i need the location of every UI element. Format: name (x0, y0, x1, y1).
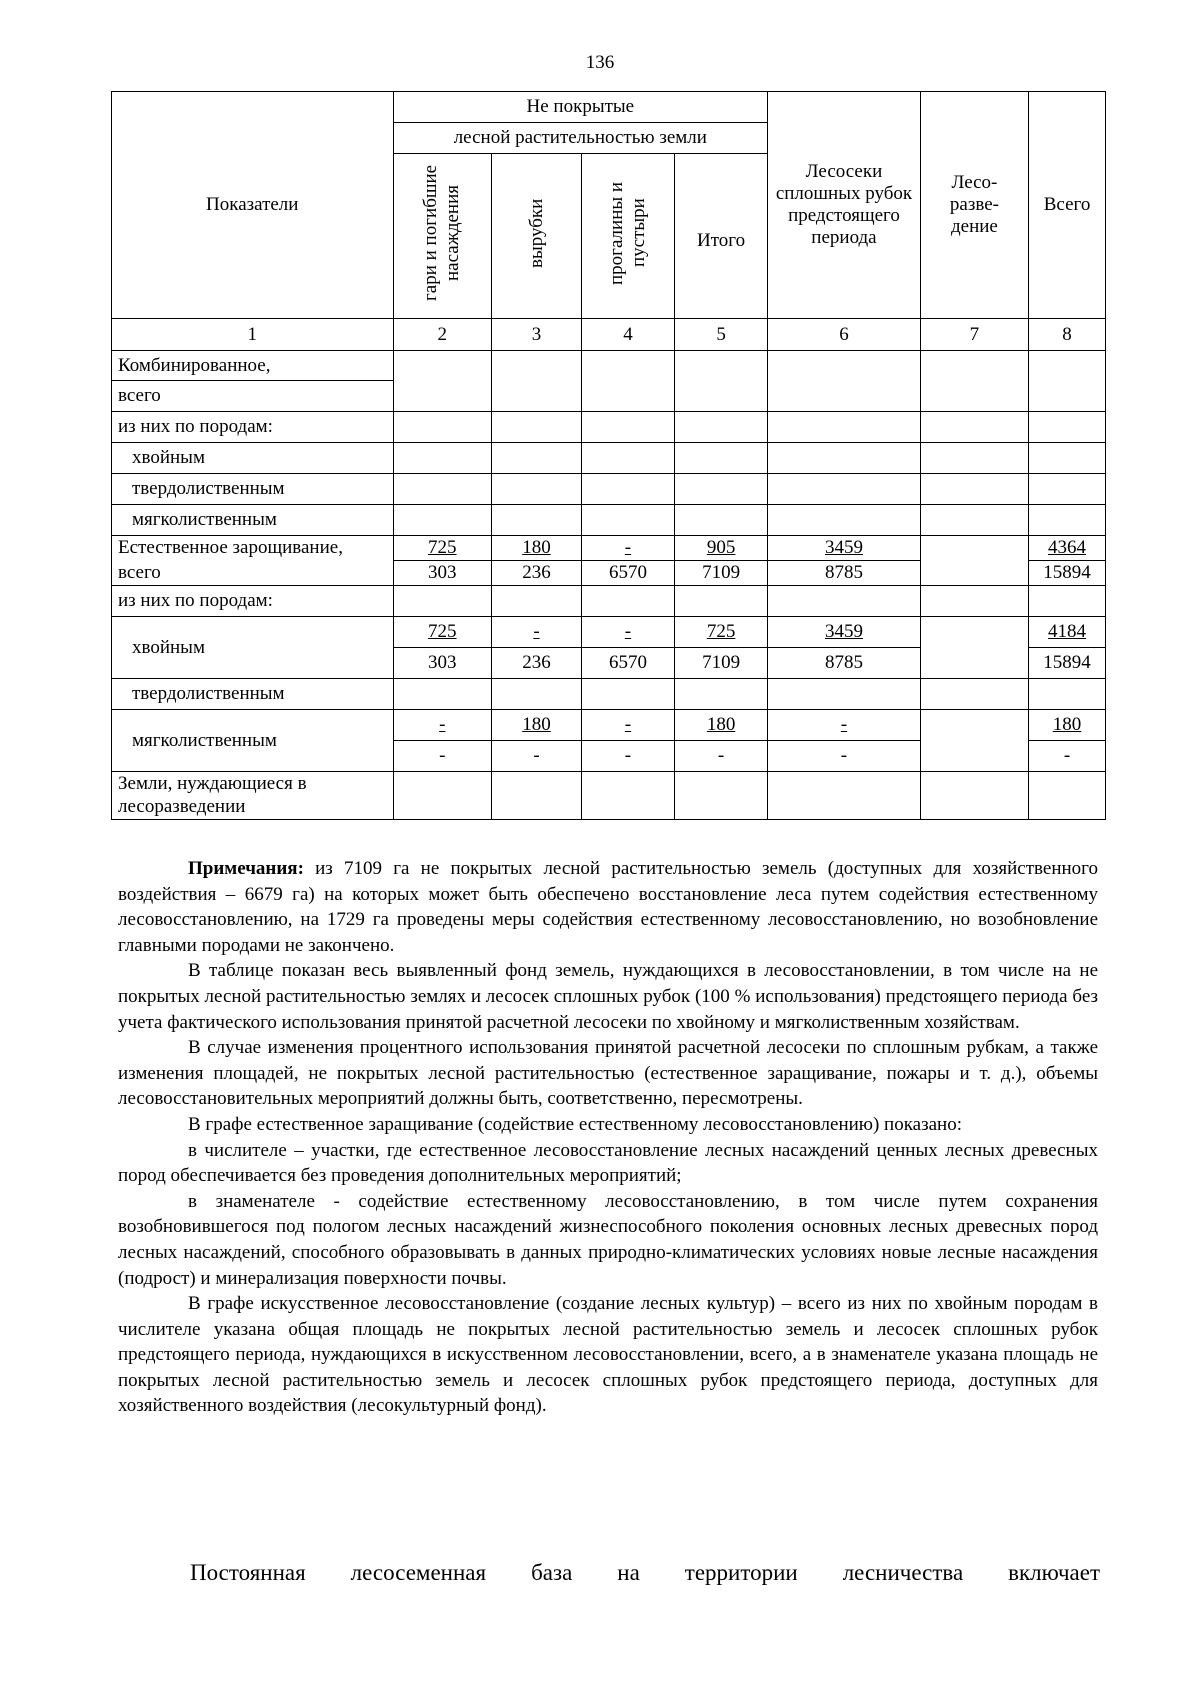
softwood-den-cell: - (492, 741, 582, 772)
note-paragraph: в числителе – участки, где естественное лесовосстановление лесных насаждений ценных лесных древесных пород обеспечивается без проведения дополнительных мероприятий; (118, 1139, 1098, 1187)
notes-section (118, 856, 1098, 1419)
natural-den-cell: 303 (393, 561, 492, 586)
natural-num-cell: 725 (393, 536, 492, 561)
coniferous-num-cell: 725 (393, 617, 492, 648)
note-paragraph: В графе искусственное лесовосстановление (создание лесных культур) – всего из них по хвойным породам в числителе указана общая площадь не покрытых лесной растительностью земель и лесосек сплошных рубок предстоящего периода, нуждающихся в искусственном лесовосстановлении, всего, а в знаменателе указана площадь не покрытых лесной растительностью земель и лесосек сплошных рубок предстоящего периода, доступных для хозяйственного воздействия (лесокультурный фонд). (118, 1293, 1098, 1417)
natural-num-cell: 3459 (768, 536, 921, 561)
natural-den-cell: 15894 (1029, 561, 1106, 586)
softwood-num-cell: 180 (492, 710, 582, 741)
coniferous-den-cell: 8785 (768, 648, 921, 679)
softwood-num-cell: - (393, 710, 492, 741)
header-not-covered-line2: лесной растительностью земли (393, 123, 768, 154)
row-softwood: мягколиственным (112, 505, 394, 536)
row-hardwood: твердолиственным (112, 474, 394, 505)
note-paragraph: В случае изменения процентного использования принятой расчетной лесосеки по сплошным рубкам, а также изменения площадей, не покрытых лесной растительностью (естественное заращивание, пожары и т. д.), объемы лесовосстановительных мероприятий должны быть, соответственно, пересмотрены. (118, 1037, 1098, 1110)
softwood-den-cell: - (1029, 741, 1106, 772)
natural-den-cell: 8785 (768, 561, 921, 586)
natural-den-cell: 236 (492, 561, 582, 586)
notes-label: Примечания: (188, 858, 304, 879)
softwood-num-cell (920, 710, 1028, 772)
coniferous-num-cell (920, 617, 1028, 679)
softwood-num-cell: 180 (1029, 710, 1106, 741)
coniferous-num-cell: 3459 (768, 617, 921, 648)
final-paragraph: Постоянная лесосеменная база на территории лесничества включает (190, 1560, 1100, 1585)
col-number: 5 (675, 319, 768, 351)
row-natural-total: всего (112, 561, 394, 586)
header-cutting-areas: Лесосеки сплошных рубок предстоящего периода (768, 92, 921, 319)
coniferous-num-cell: - (492, 617, 582, 648)
natural-den-cell: 6570 (581, 561, 674, 586)
note-paragraph: из 7109 га не покрытых лесной растительностью земель (доступных для хозяйственного воздействия – 6679 га) на которых может быть обеспечено восстановление леса путем содействия естественному лесовосстановлению, на 1729 га проведены меры содействия естественному лесовосстановлению, но возобновление главными породами не закончено. (118, 858, 1098, 956)
header-clearings: вырубки (525, 198, 547, 268)
coniferous-den-cell: 6570 (581, 648, 674, 679)
col-number: 6 (768, 319, 921, 351)
softwood-num-cell: - (581, 710, 674, 741)
row-softwood-natural: мягколиственным (112, 710, 394, 772)
header-clearings-cell (492, 154, 582, 319)
col-number: 2 (393, 319, 492, 351)
row-of-them-species: из них по породам: (112, 412, 394, 443)
softwood-den-cell: - (768, 741, 921, 772)
header-afforestation: Лесо-разве-дение (920, 92, 1028, 319)
header-burnt-cell (393, 154, 492, 319)
col-number: 4 (581, 319, 674, 351)
row-lands-afforestation: Земли, нуждающиеся в (112, 772, 394, 796)
row-coniferous: хвойным (112, 443, 394, 474)
natural-num-cell: 180 (492, 536, 582, 561)
col-number: 8 (1029, 319, 1106, 351)
coniferous-den-cell: 303 (393, 648, 492, 679)
coniferous-den-cell: 7109 (675, 648, 768, 679)
softwood-num-cell: - (768, 710, 921, 741)
coniferous-num-cell: 4184 (1029, 617, 1106, 648)
row-natural-label: Естественное зарощивание, (112, 536, 394, 561)
natural-num-cell: - (581, 536, 674, 561)
reforestation-table (111, 91, 1106, 820)
header-not-covered-line1: Не покрытые (393, 92, 768, 123)
col-number: 3 (492, 319, 582, 351)
note-paragraph: В графе естественное заращивание (содействие естественному лесовосстановлению) показано: (188, 1113, 962, 1135)
natural-num-cell (920, 536, 1028, 586)
natural-num-cell: 905 (675, 536, 768, 561)
row-hardwood-natural: твердолиственным (112, 679, 394, 710)
row-combined-label: Комбинированное, (112, 351, 394, 381)
page-number: 136 (585, 52, 615, 73)
softwood-den-cell: - (675, 741, 768, 772)
note-paragraph: В таблице показан весь выявленный фонд земель, нуждающихся в лесовосстановлении, в том числе на не покрытых лесной растительностью землях и лесосек сплошных рубок (100 % использования) предстоящего периода без учета фактического использования принятой расчетной лесосеки по хвойному и мягколиственным хозяйствам. (118, 960, 1098, 1033)
coniferous-den-cell: 236 (492, 648, 582, 679)
row-lands-afforestation-2: лесоразведении (112, 796, 394, 820)
header-glades: прогалины и пустыри (606, 181, 649, 285)
col-number: 7 (920, 319, 1028, 351)
softwood-num-cell: 180 (675, 710, 768, 741)
header-glades-cell (581, 154, 674, 319)
note-paragraph: в знаменателе - содействие естественному лесовосстановлению, в том числе путем сохранения возобновившегося под пологом лесных насаждений жизнеспособного поколения основных лесных древесных пород лесных насаждений, способного образовывать в данных природно-климатических условиях новые лесные насаждения (подрост) и минерализация поверхности почвы. (118, 1190, 1098, 1289)
coniferous-den-cell: 15894 (1029, 648, 1106, 679)
row-coniferous-natural: хвойным (112, 617, 394, 679)
header-total: Всего (1029, 92, 1106, 319)
coniferous-num-cell: - (581, 617, 674, 648)
header-subtotal: Итого (675, 154, 768, 319)
row-of-them-species: из них по породам: (112, 586, 394, 617)
softwood-den-cell: - (393, 741, 492, 772)
col-number: 1 (112, 319, 394, 351)
header-burnt: гари и погибшие насаждения (420, 165, 464, 302)
row-combined-total: всего (112, 381, 394, 412)
natural-den-cell: 7109 (675, 561, 768, 586)
header-indicators: Показатели (112, 92, 394, 319)
coniferous-num-cell: 725 (675, 617, 768, 648)
natural-num-cell: 4364 (1029, 536, 1106, 561)
softwood-den-cell: - (581, 741, 674, 772)
